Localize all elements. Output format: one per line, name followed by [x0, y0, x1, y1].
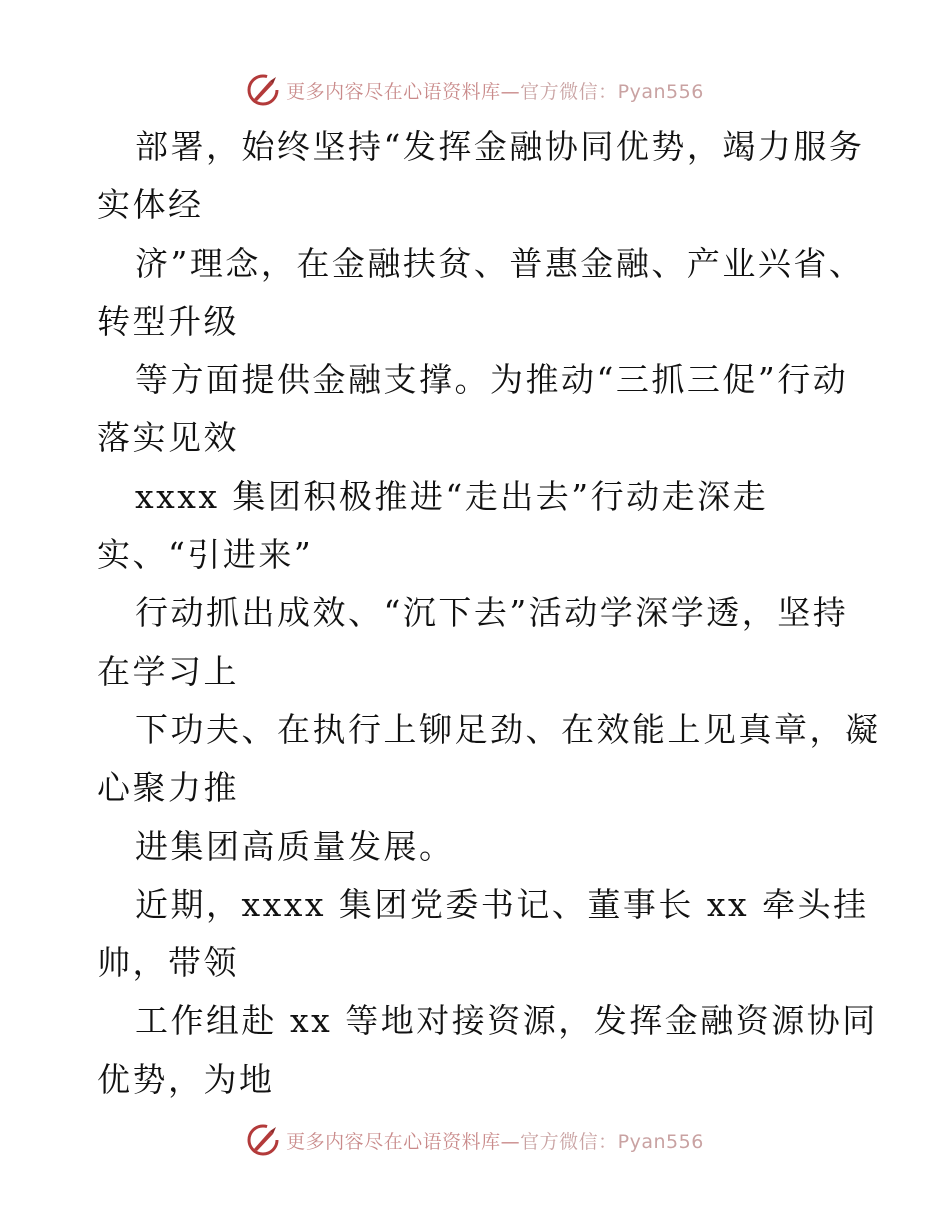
- header-wechat: 官方微信：Pyan556: [520, 80, 704, 103]
- body-line: 落实见效: [97, 418, 239, 458]
- body-line: 帅，带领: [97, 943, 239, 983]
- footer-banner: [0, 1120, 950, 1160]
- body-line: 实体经: [97, 185, 204, 225]
- body-line: 行动抓出成效、“沉下去”活动学深学透，坚持: [135, 593, 849, 633]
- header-banner-text: [286, 77, 704, 104]
- body-line: 实、“引进来”: [97, 535, 314, 575]
- body-line: 心聚力推: [97, 768, 239, 808]
- body-line: 在学习上: [97, 651, 239, 691]
- quill-pen-logo-icon: [246, 1123, 280, 1157]
- document-body: [97, 118, 881, 1109]
- body-line: 进集团高质量发展。: [135, 826, 455, 866]
- body-line: 济”理念，在金融扶贫、普惠金融、产业兴省、: [135, 243, 865, 283]
- footer-wechat: 官方微信：Pyan556: [520, 1130, 704, 1153]
- body-line: 下功夫、在执行上铆足劲、在效能上见真章，凝: [135, 709, 881, 749]
- footer-banner-text: [286, 1127, 704, 1154]
- quill-pen-logo-icon: [246, 73, 280, 107]
- body-line: 转型升级: [97, 301, 239, 341]
- body-line: 近期，xxxx 集团党委书记、董事长 xx 牵头挂: [135, 884, 869, 924]
- body-line: 工作组赴 xx 等地对接资源，发挥金融资源协同: [135, 1001, 878, 1041]
- body-line: 部署，始终坚持“发挥金融协同优势，竭力服务: [135, 127, 865, 166]
- body-line: 优势，为地: [97, 1059, 275, 1099]
- header-text: 更多内容尽在心语资料库—: [286, 80, 521, 103]
- footer-text: 更多内容尽在心语资料库—: [286, 1130, 521, 1153]
- header-banner: [0, 70, 950, 110]
- body-line: xxxx 集团积极推进“走出去”行动走深走: [135, 476, 769, 516]
- body-line: 等方面提供金融支撑。为推动“三抓三促”行动: [135, 360, 849, 400]
